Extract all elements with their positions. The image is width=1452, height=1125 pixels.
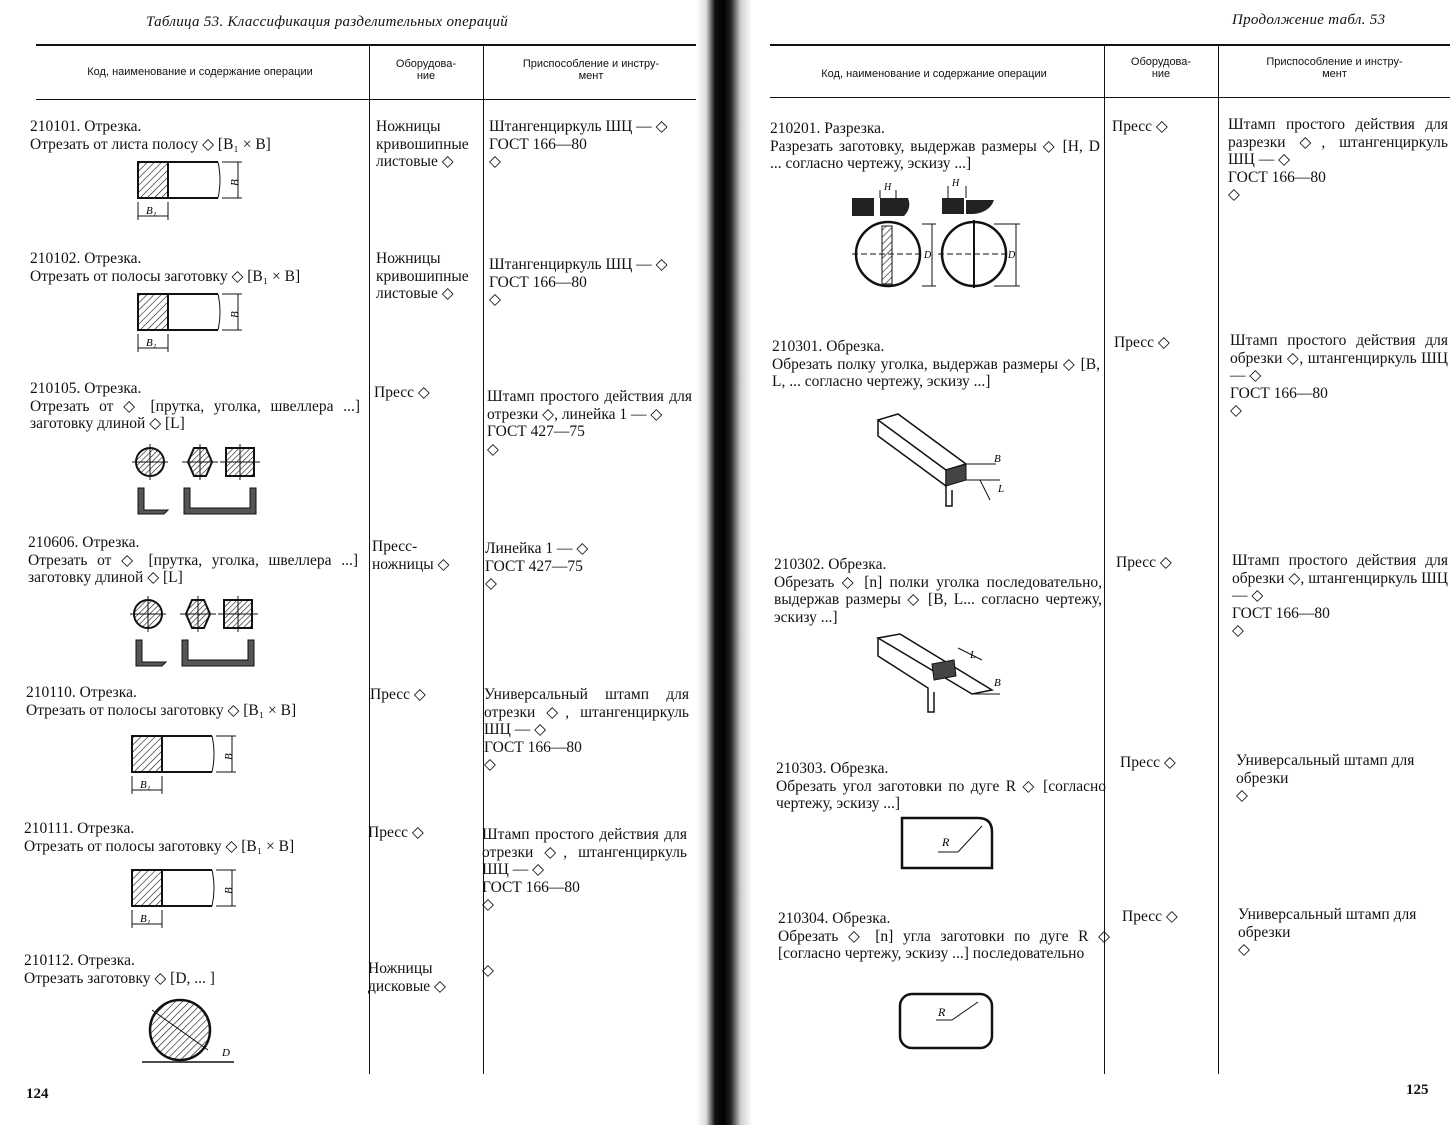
column-divider	[483, 44, 484, 1074]
profiles-figure	[128, 440, 268, 520]
equipment-cell: Пресс ◇	[1112, 118, 1168, 135]
header-top-rule	[770, 44, 1450, 46]
right-page	[748, 0, 1452, 1125]
dimension-label: R	[938, 1005, 946, 1019]
operation-description: Обрезать ◇ [n] угла заготовки по дуге R ◇ [согласно чертежу, эскизу ...] последовательно	[778, 927, 1110, 962]
strip-cut-figure	[130, 158, 255, 224]
tools-cell: Штангенциркуль ШЦ — ◇ ГОСТ 166—80 ◇	[489, 256, 668, 308]
equipment-cell: Пресс ◇	[1114, 334, 1170, 351]
table-row	[776, 760, 1106, 813]
column-divider	[369, 44, 370, 1074]
dimension-label: D	[222, 1047, 230, 1059]
header-col-tools: Приспособление и инстру- мент	[1266, 56, 1403, 80]
header-bottom-rule	[770, 97, 1450, 98]
header-bottom-rule	[36, 99, 696, 100]
equipment-cell: Пресс ◇	[374, 384, 430, 401]
dimension-label: B	[229, 179, 241, 186]
equipment-cell: Пресс ◇	[1116, 554, 1172, 571]
page-number: 125	[1406, 1082, 1429, 1098]
angle-trim-figure	[868, 410, 1028, 514]
operation-code: 210110. Отрезка.	[26, 684, 137, 701]
table-row	[30, 250, 365, 285]
operation-description: Обрезать ◇ [n] полки уголка последовательно, выдержав размеры ◇ [B, L... согласно чертежу, эскизу ...]	[774, 573, 1102, 626]
table-row	[24, 820, 359, 855]
table-row	[778, 910, 1110, 963]
equipment-cell: Пресс ◇	[1122, 908, 1178, 925]
operation-code: 210303. Обрезка.	[776, 760, 889, 777]
header-col-equipment: Оборудова- ние	[1130, 56, 1192, 80]
operation-description: Отрезать заготовку ◇ [D, ... ]	[24, 969, 215, 987]
disc-split-figure	[844, 176, 1044, 294]
tools-cell: Штамп простого действия для обрезки ◇, штангенциркуль ШЦ — ◇ ГОСТ 166—80 ◇	[1232, 552, 1448, 639]
dimension-label: B₁	[146, 205, 157, 217]
equipment-cell: Пресс-ножницы ◇	[372, 538, 450, 573]
dimension-label: L	[970, 649, 977, 661]
tools-cell: Штангенциркуль ШЦ — ◇ ГОСТ 166—80 ◇	[489, 118, 668, 170]
operation-code: 210102. Отрезка.	[30, 250, 142, 267]
table-row	[24, 952, 359, 987]
operation-code: 210111. Отрезка.	[24, 820, 135, 837]
tools-cell: Линейка 1 — ◇ ГОСТ 427—75 ◇	[485, 540, 589, 592]
table-row	[30, 380, 360, 433]
table-row	[770, 120, 1100, 173]
tools-cell: Штамп простого действия для отрезки ◇, штангенциркуль ШЦ — ◇ ГОСТ 166—80 ◇	[482, 826, 687, 913]
disc-cut-figure	[138, 996, 248, 1068]
dimension-label: B	[223, 753, 235, 760]
tools-cell: Штамп простого действия для отрезки ◇, линейка 1 — ◇ ГОСТ 427—75 ◇	[487, 388, 692, 458]
table-row	[774, 556, 1102, 626]
operation-description: Отрезать от полосы заготовку ◇ [B₁ × B]	[24, 837, 295, 855]
dimension-label: D	[924, 250, 932, 261]
operation-description: Отрезать от листа полосу ◇ [B₁ × B]	[30, 135, 271, 153]
operation-code: 210105. Отрезка.	[30, 380, 142, 397]
operation-code: 210304. Обрезка.	[778, 910, 891, 927]
operation-description: Обрезать полку уголка, выдержав размеры ◇ [B, L, ... согласно чертежу, эскизу ...]	[772, 355, 1100, 390]
operation-code: 210112. Отрезка.	[24, 952, 135, 969]
equipment-cell: Пресс ◇	[368, 824, 424, 841]
strip-cut-figure	[130, 290, 255, 356]
operation-code: 210301. Обрезка.	[772, 338, 885, 355]
strip-cut-figure	[124, 732, 249, 798]
operation-code: 210606. Отрезка.	[28, 534, 140, 551]
dimension-label: H	[884, 182, 892, 193]
book-spine	[696, 0, 752, 1125]
operation-code: 210201. Разрезка.	[770, 120, 885, 137]
table-row	[30, 118, 365, 153]
operation-description: Отрезать от ◇ [прутка, уголка, швеллера ...] заготовку длиной ◇ [L]	[30, 397, 360, 432]
strip-cut-figure	[124, 866, 249, 932]
header-top-rule	[36, 44, 696, 46]
header-col-operation: Код, наименование и содержание операции	[87, 66, 313, 78]
operation-description: Отрезать от ◇ [прутка, уголка, швеллера ...] заготовку длиной ◇ [L]	[28, 551, 358, 586]
equipment-cell: Ножницы дисковые ◇	[368, 960, 446, 995]
dimension-label: L	[998, 483, 1005, 495]
corners-trim-figure	[896, 990, 996, 1052]
header-col-equipment: Оборудова- ние	[395, 58, 457, 82]
operation-description: Разрезать заготовку, выдержав размеры ◇ [H, D ... согласно чертежу, эскизу ...]	[770, 137, 1100, 172]
table-title: Продолжение табл. 53	[1232, 12, 1386, 28]
operation-description: Отрезать от полосы заготовку ◇ [B₁ × B]	[30, 267, 301, 285]
operation-code: 210302. Обрезка.	[774, 556, 887, 573]
equipment-cell: Ножницы кривошипные листовые ◇	[376, 118, 469, 170]
equipment-cell: Пресс ◇	[1120, 754, 1176, 771]
dimension-label: B₁	[146, 337, 157, 349]
tools-cell: Универсальный штамп для обрезки ◇	[1236, 752, 1415, 804]
tools-cell: Штамп простого действия для обрезки ◇, штангенциркуль ШЦ — ◇ ГОСТ 166—80 ◇	[1230, 332, 1448, 419]
dimension-label: H	[952, 178, 960, 189]
header-col-operation: Код, наименование и содержание операции	[821, 68, 1047, 80]
tools-cell: ◇	[482, 962, 494, 979]
operation-description: Обрезать угол заготовки по дуге R ◇ [согласно чертежу, эскизу ...]	[776, 777, 1106, 812]
table-row	[28, 534, 358, 587]
dimension-label: B	[223, 887, 235, 894]
table-title: Таблица 53. Классификация разделительных операций	[146, 14, 509, 30]
corner-trim-figure	[898, 814, 998, 872]
tools-cell: Универсальный штамп для отрезки ◇, штангенциркуль ШЦ — ◇ ГОСТ 166—80 ◇	[484, 686, 689, 773]
dimension-label: R	[942, 835, 950, 849]
header-col-tools: Приспособление и инстру- мент	[522, 58, 660, 82]
dimension-label: B	[994, 677, 1001, 689]
equipment-cell: Ножницы кривошипные листовые ◇	[376, 250, 469, 302]
operation-description: Отрезать от полосы заготовку ◇ [B₁ × B]	[26, 701, 297, 719]
operation-code: 210101. Отрезка.	[30, 118, 142, 135]
dimension-label: B	[229, 311, 241, 318]
equipment-cell: Пресс ◇	[370, 686, 426, 703]
tools-cell: Универсальный штамп для обрезки ◇	[1238, 906, 1417, 958]
angle-trim-figure	[872, 630, 1022, 722]
table-row	[772, 338, 1100, 391]
dimension-label: B	[994, 453, 1001, 465]
dimension-label: B₁	[140, 913, 151, 925]
left-page	[0, 0, 700, 1125]
table-row	[26, 684, 361, 719]
dimension-label: B₁	[140, 779, 151, 791]
dimension-label: D	[1008, 250, 1016, 261]
tools-cell: Штамп простого действия для разрезки ◇, штангенциркуль ШЦ — ◇ ГОСТ 166—80 ◇	[1228, 116, 1448, 203]
page-number: 124	[26, 1086, 49, 1102]
profiles-figure	[126, 592, 266, 672]
